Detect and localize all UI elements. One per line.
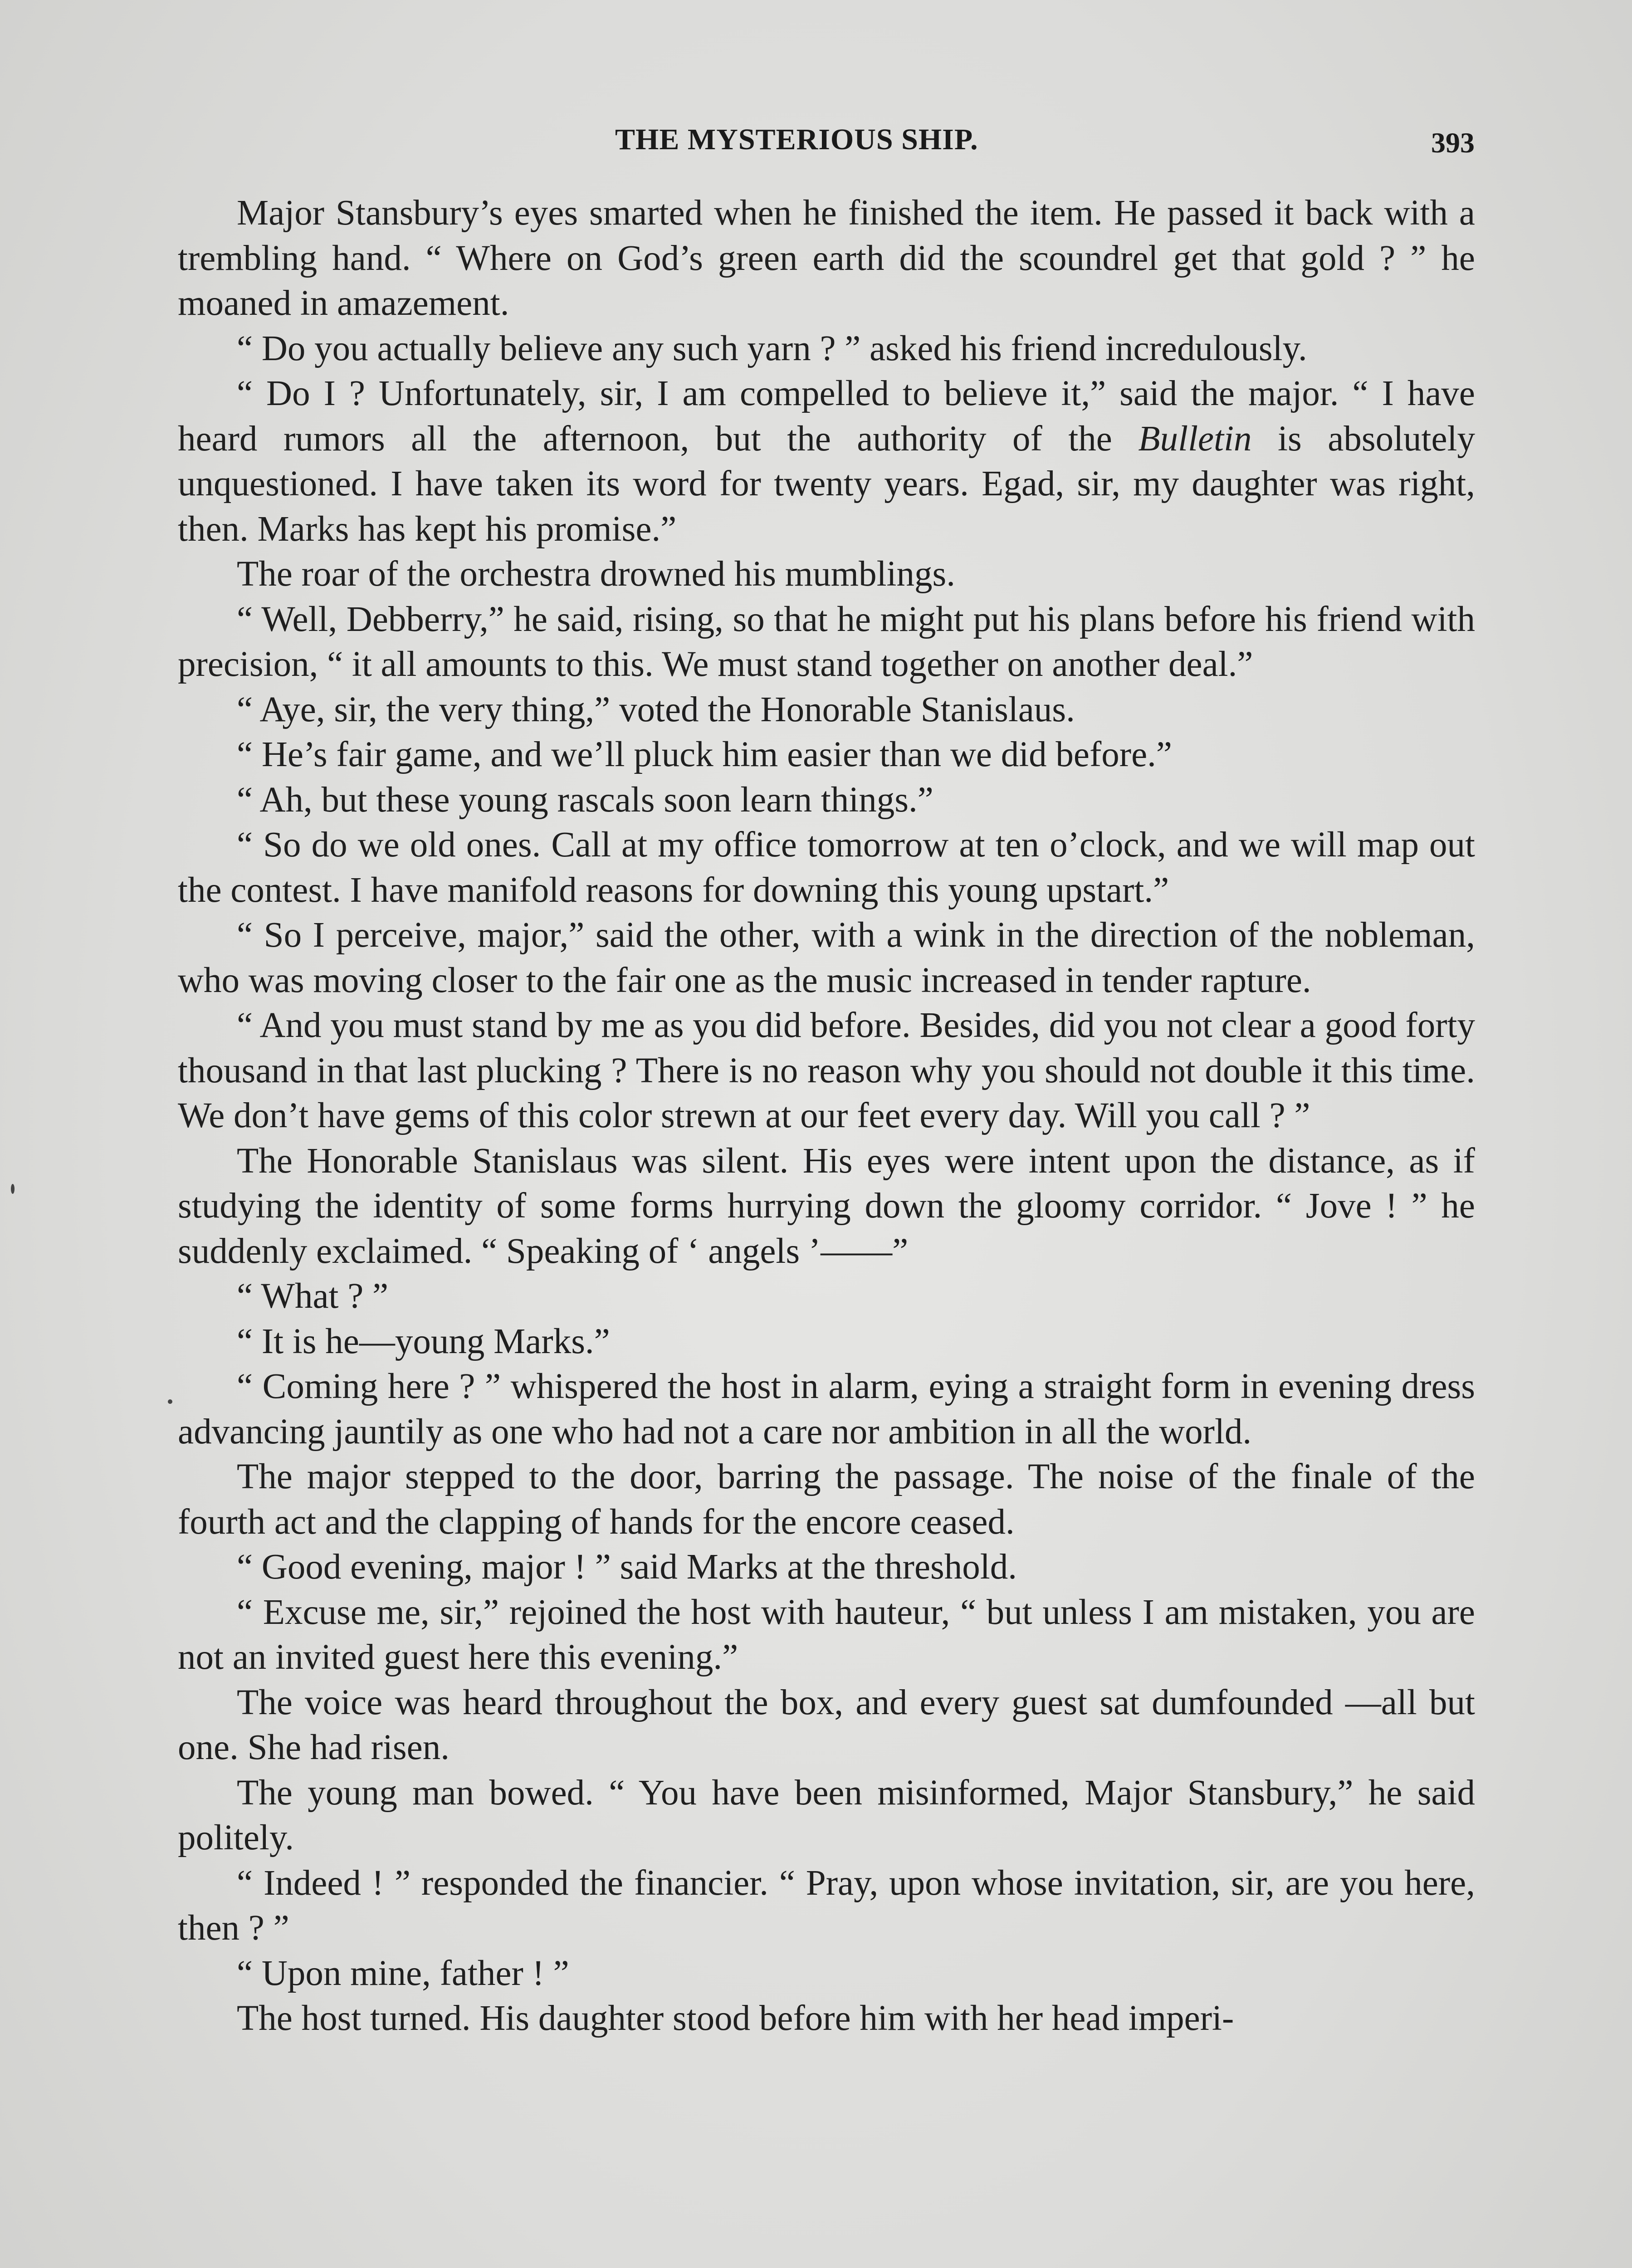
newspaper-name: Bulletin	[1138, 419, 1252, 459]
paragraph: “ Indeed ! ” responded the financier. “ Pray, upon whose invitation, sir, are you here, then ? ”	[178, 1863, 1475, 1948]
paragraph: “ Well, Debberry,” he said, rising, so that he might put his plans before his friend with precision, “ it all amounts to this. We must stand together on another deal.”	[178, 599, 1475, 684]
print-speck	[11, 1184, 15, 1194]
paragraph-text: is absolutely unquestioned. I have taken its word for twenty years. Egad, sir, my daughter was right, then. Marks has kept his promise.”	[178, 419, 1475, 549]
paragraph: “ What ? ”	[237, 1276, 389, 1316]
paragraph: “ And you must stand by me as you did before. Besides, did you not clear a good forty thousand in that last plucking ? There is no reason why you should not double it this time. We don’t have gems of this color strewn at our feet every day. Will you call ? ”	[178, 1006, 1475, 1135]
running-header	[0, 118, 1632, 172]
paragraph: The roar of the orchestra drowned his mumblings.	[237, 554, 955, 594]
paragraph: The host turned. His daughter stood before him with her head imperi-	[237, 1999, 1234, 2038]
paragraph: “ Excuse me, sir,” rejoined the host with hauteur, “ but unless I am mistaken, you are not an invited guest here this evening.”	[178, 1592, 1475, 1677]
paragraph: The major stepped to the door, barring the passage. The noise of the finale of the fourth act and the clapping of hands for the encore ceased.	[178, 1457, 1475, 1542]
paragraph: “ Upon mine, father ! ”	[237, 1953, 569, 1993]
body-text	[178, 191, 1475, 2041]
paragraph	[178, 371, 1475, 552]
paragraph-text: “ Do I ? Unfortunately, sir, I am compelled to believe it,” said the major. “ I have heard rumors all the afternoon, but the authority of the	[178, 374, 1475, 459]
paragraph: “ Ah, but these young rascals soon learn things.”	[237, 780, 933, 820]
paragraph: “ It is he—young Marks.”	[237, 1321, 610, 1361]
paragraph: “ So do we old ones. Call at my office tomorrow at ten o’clock, and we will map out the contest. I have manifold reasons for downing this young upstart.”	[178, 825, 1475, 910]
paragraph: “ So I perceive, major,” said the other, with a wink in the direction of the nobleman, who was moving closer to the fair one as the music increased in tender rapture.	[178, 915, 1475, 1000]
print-speck	[168, 1399, 172, 1404]
paragraph: The voice was heard throughout the box, and every guest sat dumfounded —all but one. She had risen.	[178, 1682, 1475, 1767]
paragraph: “ He’s fair game, and we’ll pluck him easier than we did before.”	[237, 735, 1172, 774]
paragraph: The Honorable Stanislaus was silent. His eyes were intent upon the distance, as if studying the identity of some forms hurrying down the gloomy corridor. “ Jove ! ” he suddenly exclaimed. “ Speaking of ‘ angels ’——”	[178, 1141, 1475, 1271]
paragraph: “ Good evening, major ! ” said Marks at the threshold.	[237, 1547, 1017, 1587]
paragraph: “ Do you actually believe any such yarn ? ” asked his friend incredulously.	[237, 328, 1307, 368]
chapter-title: THE MYSTERIOUS SHIP.	[615, 123, 978, 156]
paragraph: “ Aye, sir, the very thing,” voted the Honorable Stanislaus.	[237, 689, 1075, 729]
paragraph: The young man bowed. “ You have been misinformed, Major Stansbury,” he said politely.	[178, 1773, 1475, 1857]
paragraph: “ Coming here ? ” whispered the host in alarm, eying a straight form in evening dress advancing jauntily as one who had not a care nor ambition in all the world.	[178, 1367, 1475, 1452]
paragraph: Major Stansbury’s eyes smarted when he finished the item. He passed it back with a trembling hand. “ Where on God’s green earth did the scoundrel get that gold ? ” he moaned in amazement.	[178, 193, 1475, 323]
page-number: 393	[1431, 127, 1475, 159]
